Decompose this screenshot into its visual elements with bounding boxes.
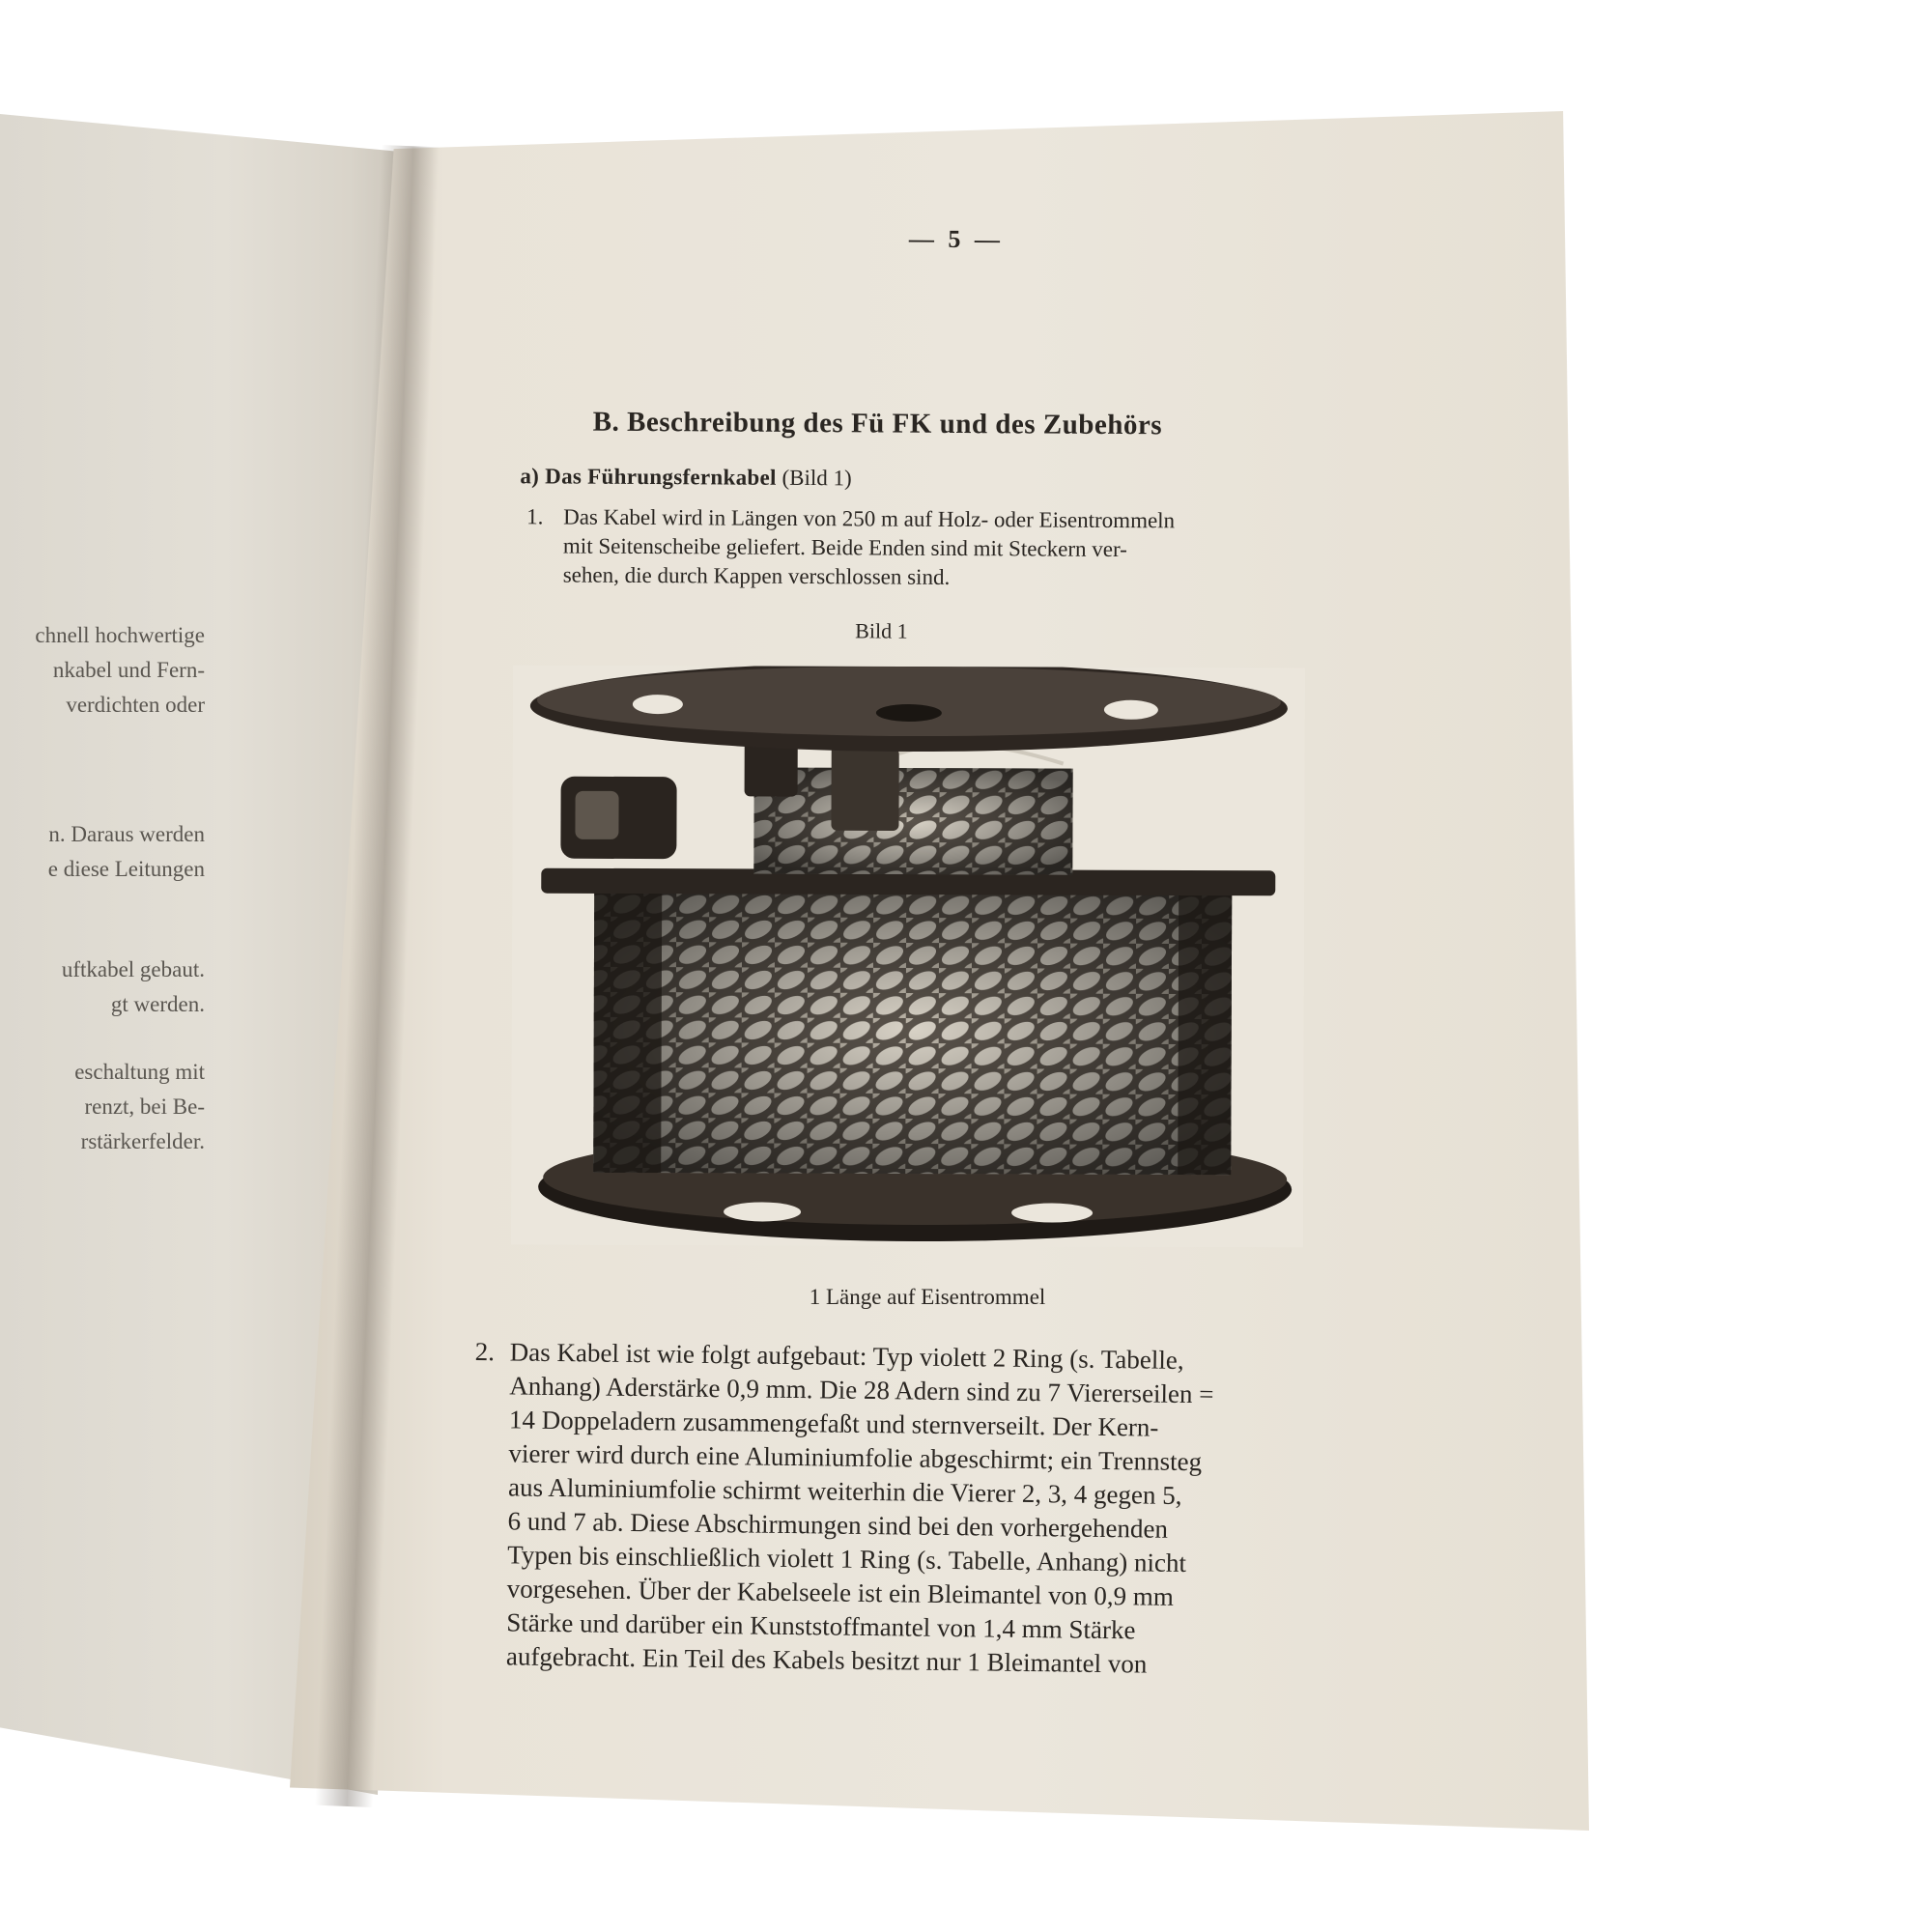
item-text bbox=[563, 502, 1329, 594]
text-line: aufgebracht. Ein Teil des Kabels besitzt nur 1 Bleimantel von bbox=[505, 1641, 1148, 1679]
item-number: 1. bbox=[526, 504, 544, 529]
figure-caption: 1 Länge auf Eisentrommel bbox=[809, 1285, 1046, 1309]
page-number: — 5 — bbox=[908, 224, 1004, 254]
text-line: aus Aluminiumfolie schirmt weiterhin die Vierer 2, 3, 4 gegen 5, bbox=[507, 1472, 1182, 1510]
left-line: e diese Leitungen bbox=[47, 857, 205, 881]
subsection-label: a) Das Führungsfernkabel bbox=[520, 464, 777, 490]
left-line: rstärkerfelder. bbox=[80, 1129, 205, 1153]
item-text bbox=[506, 1335, 1364, 1684]
left-gap bbox=[0, 887, 205, 952]
text-line: vierer wird durch eine Aluminiumfolie abgeschirmt; ein Trennsteg bbox=[508, 1438, 1203, 1477]
text-line: Anhang) Aderstärke 0,9 mm. Die 28 Adern sind zu 7 Viererseilen = bbox=[509, 1371, 1214, 1409]
item-2 bbox=[471, 1335, 1364, 1684]
section-heading: B. Beschreibung des Fü FK und des Zubehörs bbox=[592, 406, 1163, 441]
text-line: Das Kabel ist wie folgt aufgebaut: Typ violett 2 Ring (s. Tabelle, bbox=[509, 1337, 1184, 1375]
left-line: renzt, bei Be- bbox=[84, 1094, 205, 1119]
text-line: Das Kabel wird in Längen von 250 m auf Holz- oder Eisentrommeln bbox=[563, 504, 1176, 533]
text-line: vorgesehen. Über der Kabelseele ist ein Bleimantel von 0,9 mm bbox=[506, 1574, 1174, 1611]
left-gap bbox=[0, 723, 205, 817]
cable-drum-photo bbox=[511, 666, 1305, 1248]
subsection-heading bbox=[520, 464, 851, 491]
left-line: nkabel und Fern- bbox=[52, 658, 205, 682]
item-number: 2. bbox=[474, 1336, 496, 1367]
text-line: Stärke und darüber ein Kunststoffmantel von 1,4 mm Stärke bbox=[506, 1607, 1136, 1645]
left-line: eschaltung mit bbox=[74, 1060, 205, 1084]
figure-label: Bild 1 bbox=[855, 618, 908, 643]
left-line: n. Daraus werden bbox=[48, 822, 205, 846]
text-line: sehen, die durch Kappen verschlossen sind. bbox=[562, 562, 951, 589]
text-line: 6 und 7 ab. Diese Abschirmungen sind bei den vorhergehenden bbox=[507, 1506, 1169, 1544]
item-1 bbox=[526, 502, 1329, 594]
text-line: 14 Doppeladern zusammengefaßt und sternverseilt. Der Kern- bbox=[508, 1405, 1159, 1442]
text-line: Typen bis einschließlich violett 1 Ring (s. Tabelle, Anhang) nicht bbox=[507, 1540, 1187, 1578]
left-line: verdichten oder bbox=[66, 693, 205, 717]
left-line: uftkabel gebaut. bbox=[61, 957, 205, 981]
left-line: chnell hochwertige bbox=[35, 623, 205, 647]
left-gap bbox=[0, 1022, 205, 1055]
left-line: gt werden. bbox=[110, 992, 205, 1016]
left-page-text bbox=[0, 618, 205, 1159]
text-line: mit Seitenscheibe geliefert. Beide Enden sind mit Steckern ver- bbox=[562, 533, 1127, 562]
subsection-ref: (Bild 1) bbox=[781, 465, 852, 491]
